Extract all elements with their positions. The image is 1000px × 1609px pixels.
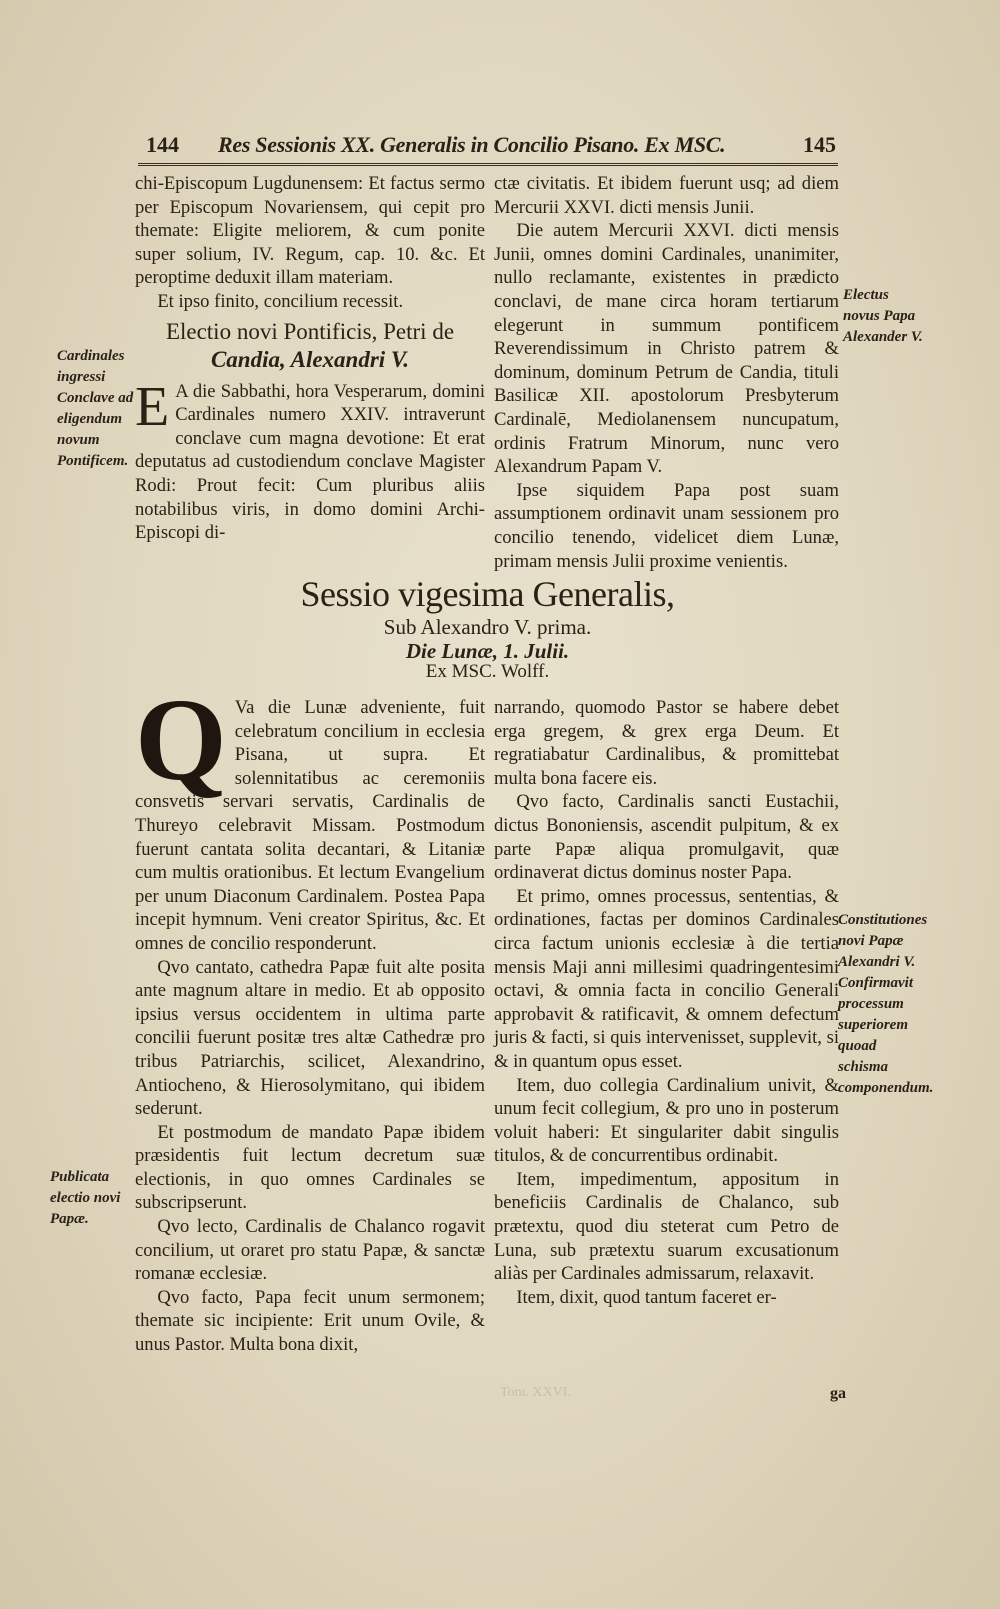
bleed-through-text: Tom. XXVI. — [500, 1385, 571, 1400]
running-title: Res Sessionis XX. Generalis in Concilio Pisano. Ex MSC. — [218, 132, 726, 157]
drop-cap: E — [135, 375, 170, 438]
session-subtitle: Sub Alexandro V. prima. — [383, 615, 592, 639]
column-top-right — [494, 172, 839, 573]
paragraph — [135, 375, 485, 545]
subsection-heading — [135, 318, 485, 374]
paragraph: Qvo facto, Cardinalis sancti Eustachii, dictus Bononiensis, ascendit pulpitum, & ex parte Papæ aliqua promulgavit, quæ ordinaverat dictus dominus noster Papa. — [494, 791, 839, 884]
catchword: ga — [830, 1385, 846, 1402]
paragraph: ctæ civitatis. Et ibidem fuerunt usq; ad diem Mercurii XXVI. dicti mensis Junii. — [494, 173, 839, 218]
paragraph-text: Va die Lunæ adveniente, fuit celebratum concilium in ecclesia Pisana, ut supra. Et solennitatibus ac ceremoniis consvetis servari servatis, Cardinalis de Thureyo celebravit Missam. Postmodum fuerunt cantata solita decantari, & Litaniæ cum multis orationibus. Et lectum Evangelium per unum Diaconum Cardinalem. Postea Papa incepit hymnum. Veni creator Spiritus, &c. Et omnes de concilio responderunt. — [135, 697, 485, 954]
running-header — [146, 132, 836, 162]
session-source: Ex MSC. Wolff. — [425, 661, 550, 682]
column-bottom-left — [135, 674, 485, 1357]
subsection-heading-line2: Candia, Alexandri V. — [210, 346, 410, 372]
paragraph: Et ipso finito, concilium recessit. — [157, 290, 404, 312]
session-title: Sessio vigesima Generalis, — [300, 574, 675, 614]
paragraph: Ipse siquidem Papa post suam assumptionem ordinavit unam sessionem pro concilio tenendo, videlicet diem Lunæ, primam mensis Julii proxime venientis. — [494, 479, 839, 572]
paragraph: Qvo facto, Papa fecit unum sermonem; themate sic incipiente: Erit unum Ovile, & unus Pastor. Multa bona dixit, — [135, 1286, 485, 1356]
paragraph: Qvo cantato, cathedra Papæ fuit alte posita ante magnum altare in medio. Et ab opposito ipsius versus occidentem in ultima parte concilii fuerunt positæ tres altæ Cathedræ pro tribus Patriarchis, scilicet, Alexandrino, Antiocheno, & Hierosolymitano, qui ibidem sederunt. — [135, 956, 485, 1120]
paragraph: narrando, quomodo Pastor se habere debet erga gregem, & grex erga Deum. Et regratiabatur Cardinalibus, & promittebat multa bona facere eis. — [494, 697, 839, 789]
paragraph: Qvo lecto, Cardinalis de Chalanco rogavit concilium, ut oraret pro statu Papæ, & sanctæ romanæ ecclesiæ. — [135, 1216, 485, 1285]
drop-cap: Q — [135, 674, 227, 805]
paragraph: Item, impedimentum, appositum in beneficiis Cardinalis de Chalanco, sub prætextu, quod diu steterat cum Petro de Luna, sub prætextu suarum excusationum aliàs per Cardinales admissarum, relaxavit. — [494, 1168, 839, 1285]
paragraph: Item, dixit, quod tantum faceret er- — [516, 1286, 777, 1308]
column-bottom-right — [494, 696, 839, 1309]
margin-note-left-top: Cardinales ingressi Conclave ad eligendum novum Pontificem. — [57, 348, 134, 469]
paragraph: chi-Episcopum Lugdunensem: Et factus sermo per Episcopum Novariensem, qui cepit pro themate: Eligite meliorem, & cum ponite super solium, IV. Regum, cap. 10. &c. Et peroptime deduxit illam materiam. — [135, 173, 485, 289]
header-rule — [138, 163, 838, 166]
margin-note-right-top: Electus novus Papa Alexander V. — [843, 287, 923, 345]
paragraph: Et postmodum de mandato Papæ ibidem præsidentis fuit lectum decretum suæ electionis, in quo omnes Cardinales se subscripserunt. — [135, 1121, 485, 1214]
margin-note-left-bottom: Publicata electio novi Papæ. — [50, 1169, 121, 1227]
paragraph: Die autem Mercurii XXVI. dicti mensis Junii, omnes domini Cardinales, unanimiter, nullo reclamante, existentes in prædicto conclavi, de mane circa horam tertiarum elegerunt in summum pontificem Reverendissimum in Christo patrem & dominum, dominum Petrum de Candia, tituli Basilicæ XII. apostolorum Presbyterum Cardinalē, Mediolanensem nuncupatum, ordinis Fratrum Minorum, nunc vero Alexandrum Papam V. — [494, 220, 839, 478]
paragraph-text: A die Sabbathi, hora Vesperarum, domini Cardinales numero XXIV. intraverunt conclave cum magna devotione: Et erat deputatus ad custodiendum conclave Magister Rodi: Prout fecit: Cum pluribus aliis notabilibus viris, in domo domini Archi-Episcopi di- — [135, 380, 485, 544]
page-number-left: 144 — [146, 132, 179, 157]
paragraph — [135, 674, 485, 956]
session-date: Die Lunæ, 1. Julii. — [405, 639, 570, 663]
paragraph: Et primo, omnes processus, sententias, & ordinationes, factas per dominos Cardinales circa factum unionis ecclesiæ à die tertia mensis Maji anni millesimi quadringentesimi octavi, & omnia facta in concilio Generali approbavit & ratificavit, & omnem defectum juris & facti, si quis intervenisset, supplevit, si & in quantum opus esset. — [494, 885, 839, 1072]
margin-note-right-bottom: Constitutiones novi Papæ Alexandri V. Confirmavit processum superiorem quoad schisma componendum. — [838, 912, 934, 1096]
page-number-right: 145 — [803, 132, 836, 157]
subsection-heading-line1: Electio novi Pontificis, Petri de — [165, 318, 455, 344]
column-top-left — [135, 172, 485, 545]
paragraph: Item, duo collegia Cardinalium univit, & unum fecit collegium, & pro uno in posterum voluit haberi: Et singulariter dabit singulis titulos, & de concurrentibus ordinabit. — [494, 1074, 839, 1167]
